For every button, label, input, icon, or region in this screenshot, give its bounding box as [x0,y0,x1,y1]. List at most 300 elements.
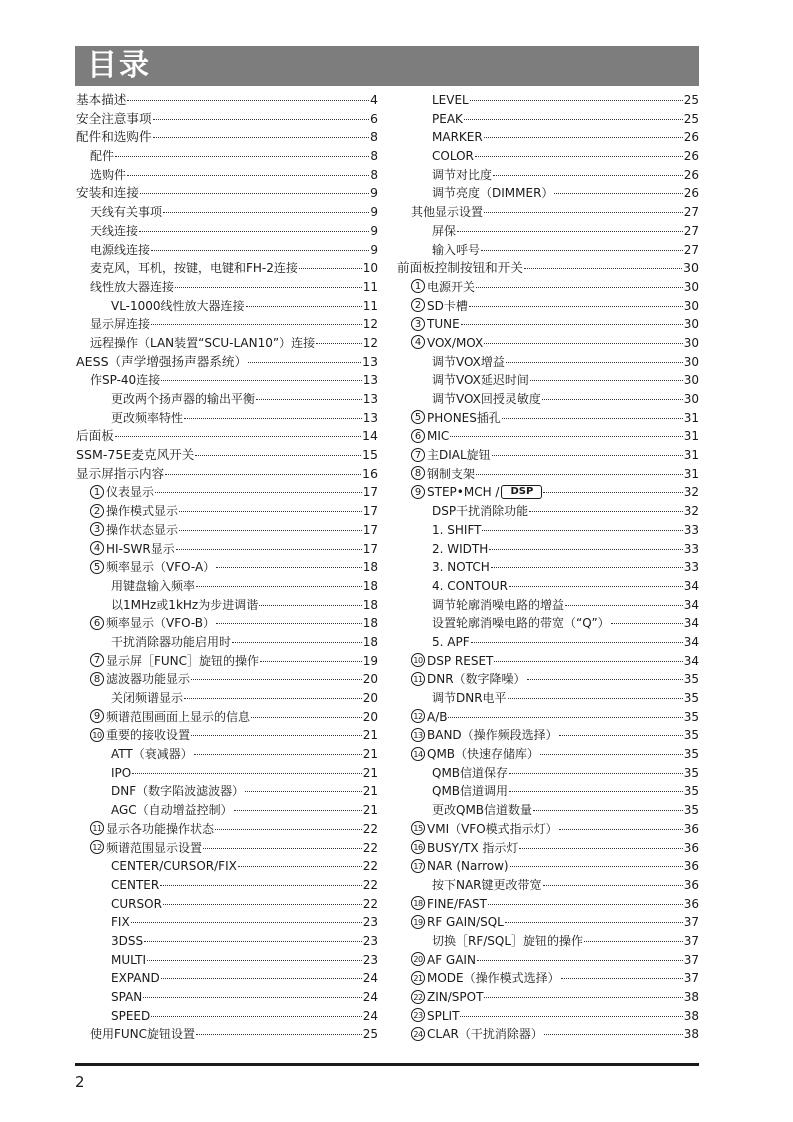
toc-entry-text: FIX [111,915,130,930]
leader-dots [127,175,369,176]
toc-entry-page: 38 [683,1008,699,1023]
toc-entry-page: 10 [362,261,378,276]
toc-entry[interactable] [76,446,378,465]
toc-entry-page: 25 [683,111,699,126]
toc-entry[interactable] [76,334,378,353]
toc-entry[interactable] [76,241,378,260]
toc-entry-page: 12 [362,317,378,332]
circled-number: 6 [411,429,425,443]
toc-entry[interactable] [397,558,699,577]
toc-entry-page: 9 [369,185,378,201]
toc-entry-page: 17 [362,522,378,537]
toc-entry[interactable] [397,184,699,203]
toc-entry-title [432,614,610,633]
leader-dots [163,904,362,905]
toc-entry[interactable] [397,670,699,689]
toc-entry[interactable] [397,1007,699,1026]
toc-entry-text: 频率显示（VFO-A） [106,560,216,575]
toc-entry-text: CENTER [111,877,160,892]
toc-entry-text: 安全注意事项 [76,110,152,126]
toc-entry-page: 21 [362,784,378,799]
leader-dots [127,100,369,101]
toc-entry[interactable] [397,427,699,446]
toc-entry[interactable] [397,371,699,390]
toc-entry-text: 安装和连接 [76,185,139,201]
toc-entry-text: 调节VOX延迟时间 [432,373,529,388]
toc-entry[interactable] [397,353,699,372]
leader-dots [248,362,361,363]
leader-dots [544,1034,683,1035]
toc-entry[interactable] [397,446,699,465]
toc-entry-page: 31 [683,466,699,481]
toc-entry[interactable] [76,147,378,166]
circled-number: 8 [90,672,104,686]
toc-entry[interactable] [76,839,378,858]
toc-entry-title [111,951,146,970]
toc-entry[interactable] [397,614,699,633]
toc-entry-text: 更改频率特性 [111,410,184,425]
toc-entry-text: 以1MHz或1kHz为步进调谐 [111,597,259,612]
leader-dots [493,175,683,176]
toc-entry[interactable] [397,502,699,521]
toc-entry[interactable] [397,297,699,316]
toc-entry-title [411,670,526,689]
toc-entry[interactable] [76,951,378,970]
toc-entry-title [76,427,114,446]
toc-entry[interactable] [397,633,699,652]
toc-entry-text: 更改QMB信道数量 [432,803,533,818]
toc-entry-page: 31 [683,410,699,425]
toc-entry-title [111,782,244,801]
toc-entry[interactable] [76,652,378,671]
toc-entry-title [90,222,138,241]
toc-entry-page: 25 [683,93,699,107]
toc-entry[interactable] [76,166,378,185]
toc-entry[interactable] [76,633,378,652]
toc-entry[interactable] [397,988,699,1007]
toc-entry[interactable] [76,558,378,577]
toc-entry-title [411,988,483,1007]
leader-dots [179,530,362,531]
leader-dots [191,679,362,680]
toc-entry[interactable] [76,726,378,745]
circled-number: 23 [411,1008,425,1022]
toc-entry-text: MARKER [432,130,483,145]
toc-entry-page: 34 [683,634,699,649]
toc-entry[interactable] [397,390,699,409]
toc-entry-title [411,820,558,839]
toc-entry[interactable] [76,969,378,988]
toc-entry-text: 重要的接收设置 [106,728,191,743]
toc-entry[interactable] [397,969,699,988]
toc-entry[interactable] [397,203,699,222]
toc-entry-page: 18 [362,634,378,649]
leader-dots [163,212,369,213]
toc-entry-title [111,745,193,764]
toc-entry-text: ZIN/SPOT [427,990,484,1004]
toc-entry-text: 远程操作（LAN装置“SCU-LAN10”）连接 [90,335,316,350]
leader-dots [191,735,362,736]
toc-entry[interactable] [76,259,378,278]
toc-entry-page: 18 [362,597,378,612]
toc-entry-title [76,353,247,372]
toc-entry-text: STEP•MCH / [427,485,500,500]
leader-dots [488,904,683,905]
toc-entry[interactable] [76,876,378,895]
toc-entry[interactable] [76,782,378,801]
toc-entry-title [432,689,507,708]
toc-entry[interactable] [76,932,378,951]
toc-entry[interactable] [76,128,378,147]
toc-entry-page: 30 [683,279,699,294]
toc-entry-text: 作SP-40连接 [90,373,161,388]
toc-entry-title [432,633,470,652]
leader-dots [484,997,682,998]
toc-entry[interactable] [397,110,699,129]
leader-dots [203,848,362,849]
toc-entry[interactable] [76,502,378,521]
toc-entry[interactable] [76,521,378,540]
toc-entry-page: 34 [683,578,699,593]
toc-entry[interactable] [76,427,378,446]
leader-dots [470,100,683,101]
toc-entry-page: 30 [683,354,699,369]
toc-entry[interactable] [397,278,699,297]
toc-entry-page: 37 [683,971,699,986]
toc-entry-title [90,708,250,727]
toc-entry[interactable] [397,895,699,914]
toc-entry[interactable] [397,540,699,559]
toc-entry-text: DSP RESET [427,653,494,668]
toc-entry[interactable] [76,315,378,334]
toc-entry-title [411,969,560,988]
leader-dots [234,810,362,811]
toc-entry-title [90,521,178,540]
toc-entry-title [111,932,143,951]
leader-dots [502,418,683,419]
toc-entry[interactable] [397,932,699,951]
circled-number: 1 [411,279,425,293]
toc-entry-text: 调节VOX增益 [432,354,505,369]
toc-entry[interactable] [397,801,699,820]
toc-entry[interactable] [76,91,378,110]
toc-entry-page: 8 [370,149,378,164]
toc-entry[interactable] [76,278,378,297]
toc-entry-text: VOX/MOX [427,335,484,350]
toc-entry-text: 3. NOTCH [432,560,490,575]
circled-number: 11 [90,821,104,835]
toc-entry[interactable] [76,820,378,839]
toc-entry-text: QMB信道保存 [432,765,509,780]
leader-dots [179,511,362,512]
toc-entry[interactable] [76,913,378,932]
toc-entry-title [411,278,475,297]
circled-number: 18 [411,896,425,910]
toc-entry-text: 主DIAL旋钮 [427,448,491,463]
leader-dots [195,455,361,456]
toc-entry-text: 操作状态显示 [106,522,179,537]
toc-entry-title [90,371,160,390]
toc-entry-title [432,166,492,185]
toc-entry[interactable] [397,334,699,353]
toc-entry-text: 配件 [90,149,115,164]
toc-entry-page: 30 [683,335,699,350]
page-number: 2 [75,1073,85,1091]
toc-entry-title [90,614,215,633]
toc-entry-title [111,596,258,615]
toc-entry-title [111,857,237,876]
leader-dots [161,978,362,979]
toc-entry[interactable] [76,895,378,914]
toc-entry-page: 25 [362,1027,378,1042]
toc-entry-text: RF GAIN/SQL [427,915,504,930]
toc-entry-page: 26 [683,149,699,164]
leader-dots [543,492,682,493]
leader-dots [477,960,683,961]
toc-entry-page: 30 [683,373,699,388]
toc-entry[interactable] [397,259,699,278]
toc-entry[interactable] [397,577,699,596]
leader-dots [554,193,682,194]
leader-dots [139,231,369,232]
toc-entry[interactable] [397,857,699,876]
toc-entry[interactable] [397,166,699,185]
toc-entry-text: 配件和选购件 [76,129,152,145]
toc-entry[interactable] [76,764,378,783]
toc-entry-page: 18 [362,616,378,631]
toc-entry-title [90,540,175,559]
toc-entry-page: 13 [362,392,378,406]
toc-entry-text: 频谱范围画面上显示的信息 [106,709,251,724]
toc-entry[interactable] [397,820,699,839]
toc-entry-text: 屏保 [432,223,457,238]
toc-entry-text: AESS（声学增强扬声器系统） [76,353,248,369]
toc-entry-title [411,446,491,465]
leader-dots [530,380,683,381]
toc-entry[interactable] [397,782,699,801]
toc-entry-page: 8 [370,167,378,182]
toc-entry[interactable] [397,315,699,334]
toc-entry-title [432,184,553,203]
toc-entry[interactable] [397,839,699,858]
toc-entry[interactable] [76,483,378,502]
toc-entry-text: 前面板控制按钮和开关 [397,260,523,276]
toc-entry-title [397,259,523,278]
toc-entry[interactable] [76,1025,378,1044]
toc-entry-text: 后面板 [76,428,114,444]
toc-entry[interactable] [76,409,378,428]
toc-entry-text: 调节轮廓消噪电路的增益 [432,597,565,612]
toc-entry[interactable] [76,540,378,559]
leader-dots [543,885,683,886]
toc-entry[interactable] [397,483,699,502]
toc-entry[interactable] [76,184,378,203]
toc-entry-title [411,652,493,671]
leader-dots [151,250,369,251]
toc-entry[interactable] [397,876,699,895]
toc-entry-page: 37 [683,952,699,967]
toc-entry-title [432,521,481,540]
toc-entry[interactable] [397,128,699,147]
toc-entry-page: 20 [362,709,378,724]
toc-entry[interactable] [397,521,699,540]
toc-entry[interactable] [76,371,378,390]
toc-entry-text: 天线有关事项 [90,205,163,220]
toc-entry-text: PHONES插孔 [427,410,501,425]
leader-dots [256,399,362,400]
toc-entry-title [411,203,483,222]
toc-entry-title [111,1007,150,1026]
toc-entry-title [411,297,468,316]
leader-dots [509,773,683,774]
toc-entry[interactable] [76,801,378,820]
circled-number: 21 [411,971,425,985]
toc-entry[interactable] [76,596,378,615]
toc-entry-text: DNF（数字陷波滤波器） [111,784,245,799]
toc-entry-page: 17 [362,485,378,500]
toc-entry[interactable] [76,1007,378,1026]
leader-dots [509,791,683,792]
toc-entry-title [411,708,447,727]
leader-dots [565,605,683,606]
toc-entry[interactable] [397,726,699,745]
circled-number: 19 [411,915,425,929]
toc-entry-text: SPEED [111,1008,151,1023]
circled-number: 1 [90,485,104,499]
toc-entry-title [411,315,460,334]
toc-entry-text: 麦克风，耳机，按键，电键和FH-2连接 [90,261,298,276]
circled-number: 12 [411,709,425,723]
toc-entry-title [76,110,152,129]
toc-entry[interactable] [397,91,699,110]
toc-entry[interactable] [397,745,699,764]
toc-entry-page: 11 [362,279,378,294]
leader-dots [194,754,362,755]
leader-dots [484,212,683,213]
leader-dots [131,922,362,923]
toc-entry[interactable] [397,689,699,708]
toc-entry[interactable] [397,147,699,166]
toc-entry[interactable] [397,241,699,260]
toc-entry-text: MULTI [111,952,147,967]
toc-entry-text: DNR（数字降噪） [427,672,526,687]
leader-dots [147,960,362,961]
toc-entry[interactable] [76,745,378,764]
toc-entry-title [432,222,456,241]
leader-dots [506,362,683,363]
circled-number: 16 [411,840,425,854]
toc-entry[interactable] [397,652,699,671]
toc-entry-title [76,465,164,484]
leader-dots [481,250,683,251]
toc-entry-title [432,782,508,801]
toc-entry[interactable] [397,222,699,241]
toc-entry[interactable] [397,1025,699,1044]
toc-entry-page: 26 [683,186,699,201]
toc-entry[interactable] [76,110,378,129]
toc-entry[interactable] [76,614,378,633]
toc-entry-page: 20 [362,672,378,687]
toc-entry[interactable] [397,764,699,783]
toc-entry-title [111,689,183,708]
toc-entry[interactable] [76,708,378,727]
toc-entry-title [76,128,152,147]
toc-entry-page: 6 [369,110,378,126]
toc-entry-text: 输入呼号 [432,242,481,257]
toc-entry[interactable] [397,409,699,428]
toc-entry-page: 35 [683,803,699,818]
toc-entry-page: 15 [361,447,378,463]
toc-entry-text: AF GAIN [427,952,476,967]
toc-entry-title [111,297,245,316]
circled-number: 4 [90,541,104,555]
toc-entry[interactable] [397,708,699,727]
circled-number: 22 [411,990,425,1004]
toc-entry-page: 9 [370,205,378,220]
toc-entry-text: 操作模式显示 [106,504,179,519]
toc-entry-title [432,764,508,783]
toc-entry[interactable] [76,203,378,222]
leader-dots [509,586,683,587]
toc-entry[interactable] [76,670,378,689]
toc-entry-title [432,540,488,559]
toc-entry-text: 切换［RF/SQL］旋钮的操作 [432,933,584,948]
toc-entry-text: ATT（衰减器） [111,747,193,762]
toc-entry-title [411,334,483,353]
toc-entry-page: 17 [362,541,378,556]
toc-entry-page: 22 [362,821,378,836]
toc-entry-text: SSM-75E麦克风开关 [76,447,195,463]
toc-entry[interactable] [76,988,378,1007]
toc-entry[interactable] [397,913,699,932]
toc-entry[interactable] [76,465,378,484]
leader-dots [165,474,361,475]
toc-entry-page: 24 [362,971,378,986]
toc-entry[interactable] [76,577,378,596]
toc-entry-page: 22 [362,896,378,911]
toc-entry-page: 35 [683,672,699,687]
toc-entry-text: SPLIT [427,1008,460,1023]
toc-entry-text: IPO [111,765,132,780]
toc-entry-page: 31 [683,429,699,444]
toc-entry[interactable] [76,222,378,241]
toc-entry-page: 26 [683,130,699,145]
toc-entry-text: CENTER/CURSOR/FIX [111,859,237,874]
toc-entry-text: FINE/FAST [427,896,487,911]
toc-entry-title [90,670,190,689]
toc-entry-title [432,147,474,166]
circled-number: 11 [411,672,425,686]
toc-entry[interactable] [76,390,378,409]
toc-entry[interactable] [397,596,699,615]
toc-entry-page: 36 [683,859,699,874]
toc-entry-text: 设置轮廓消噪电路的带宽（“Q”） [432,616,610,631]
toc-entry[interactable] [397,465,699,484]
leader-dots [540,754,683,755]
toc-entry-title [432,241,480,260]
toc-entry[interactable] [76,689,378,708]
toc-entry[interactable] [76,857,378,876]
toc-entry-text: 选购件 [90,167,127,182]
toc-entry[interactable] [76,353,378,372]
toc-entry-title [90,315,150,334]
toc-entry[interactable] [397,951,699,970]
toc-entry-page: 35 [683,691,699,705]
toc-entry-text: CLAR（干扰消除器） [427,1027,543,1042]
toc-entry-title [90,839,202,858]
toc-entry-title [90,652,259,671]
toc-entry[interactable] [76,297,378,316]
